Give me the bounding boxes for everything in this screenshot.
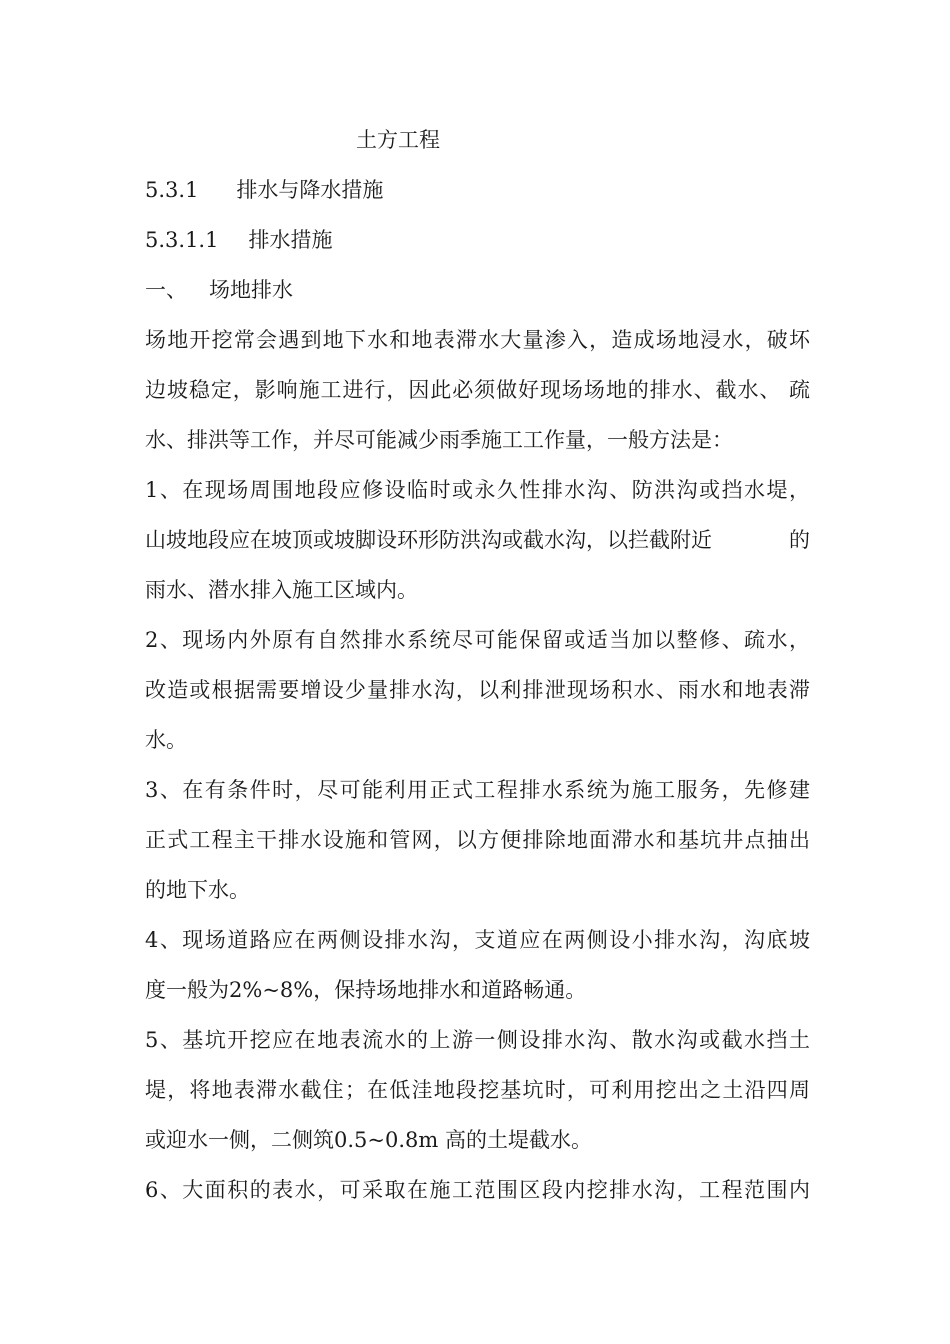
item3-line-1: 3、在有条件时，尽可能利用正式工程排水系统为施工服务，先修建 <box>145 778 810 802</box>
item1-line-2b: 的 <box>789 528 810 552</box>
item4-line-2: 度一般为2%~8%，保持场地排水和道路畅通。 <box>145 978 587 1002</box>
item5-line-3: 或迎水一侧，二侧筑0.5~0.8m 高的土堤截水。 <box>145 1128 592 1152</box>
heading-one-label: 场地排水 <box>209 278 293 302</box>
item5-line-2: 堤，将地表滞水截住；在低洼地段挖基坑时，可利用挖出之土沿四周 <box>145 1078 810 1102</box>
item1-line-3: 雨水、潜水排入施工区域内。 <box>145 578 418 602</box>
item2-line-2: 改造或根据需要增设少量排水沟，以利排泄现场积水、雨水和地表滞 <box>145 678 810 702</box>
section-number: 5.3.1 <box>145 178 199 202</box>
item1-line-1: 1、在现场周围地段应修设临时或永久性排水沟、防洪沟或挡水堤， <box>145 478 810 502</box>
section-heading <box>145 176 810 204</box>
subsection-label: 排水措施 <box>248 228 333 252</box>
item1-line-2 <box>145 526 810 554</box>
subsection-heading <box>145 226 810 254</box>
item3-line-3: 的地下水。 <box>145 878 250 902</box>
item4-line-1: 4、现场道路应在两侧设排水沟，支道应在两侧设小排水沟，沟底坡 <box>145 928 810 952</box>
item3-line-2: 正式工程主干排水设施和管网，以方便排除地面滞水和基坑井点抽出 <box>145 828 810 852</box>
item6-line-1: 6、大面积的表水，可采取在施工范围区段内挖排水沟，工程范围内 <box>145 1178 810 1202</box>
page-title: 土方工程 <box>356 128 440 152</box>
item1-line-2a: 山坡地段应在坡顶或坡脚设环形防洪沟或截水沟，以拦截附近 <box>145 528 712 552</box>
item2-line-1: 2、现场内外原有自然排水系统尽可能保留或适当加以整修、疏水， <box>145 628 810 652</box>
heading-one-marker: 一、 <box>145 278 187 302</box>
subsection-number: 5.3.1.1 <box>145 228 219 252</box>
heading-one <box>145 276 810 304</box>
intro-line-2: 边坡稳定，影响施工进行，因此必须做好现场场地的排水、截水、 疏 <box>145 378 810 402</box>
item5-line-1: 5、基坑开挖应在地表流水的上游一侧设排水沟、散水沟或截水挡土 <box>145 1028 810 1052</box>
intro-line-1: 场地开挖常会遇到地下水和地表滞水大量渗入，造成场地浸水，破坏 <box>145 328 810 352</box>
item2-line-3: 水。 <box>145 728 187 752</box>
section-label: 排水与降水措施 <box>236 178 384 202</box>
intro-line-3: 水、排洪等工作，并尽可能减少雨季施工工作量，一般方法是： <box>145 428 733 452</box>
